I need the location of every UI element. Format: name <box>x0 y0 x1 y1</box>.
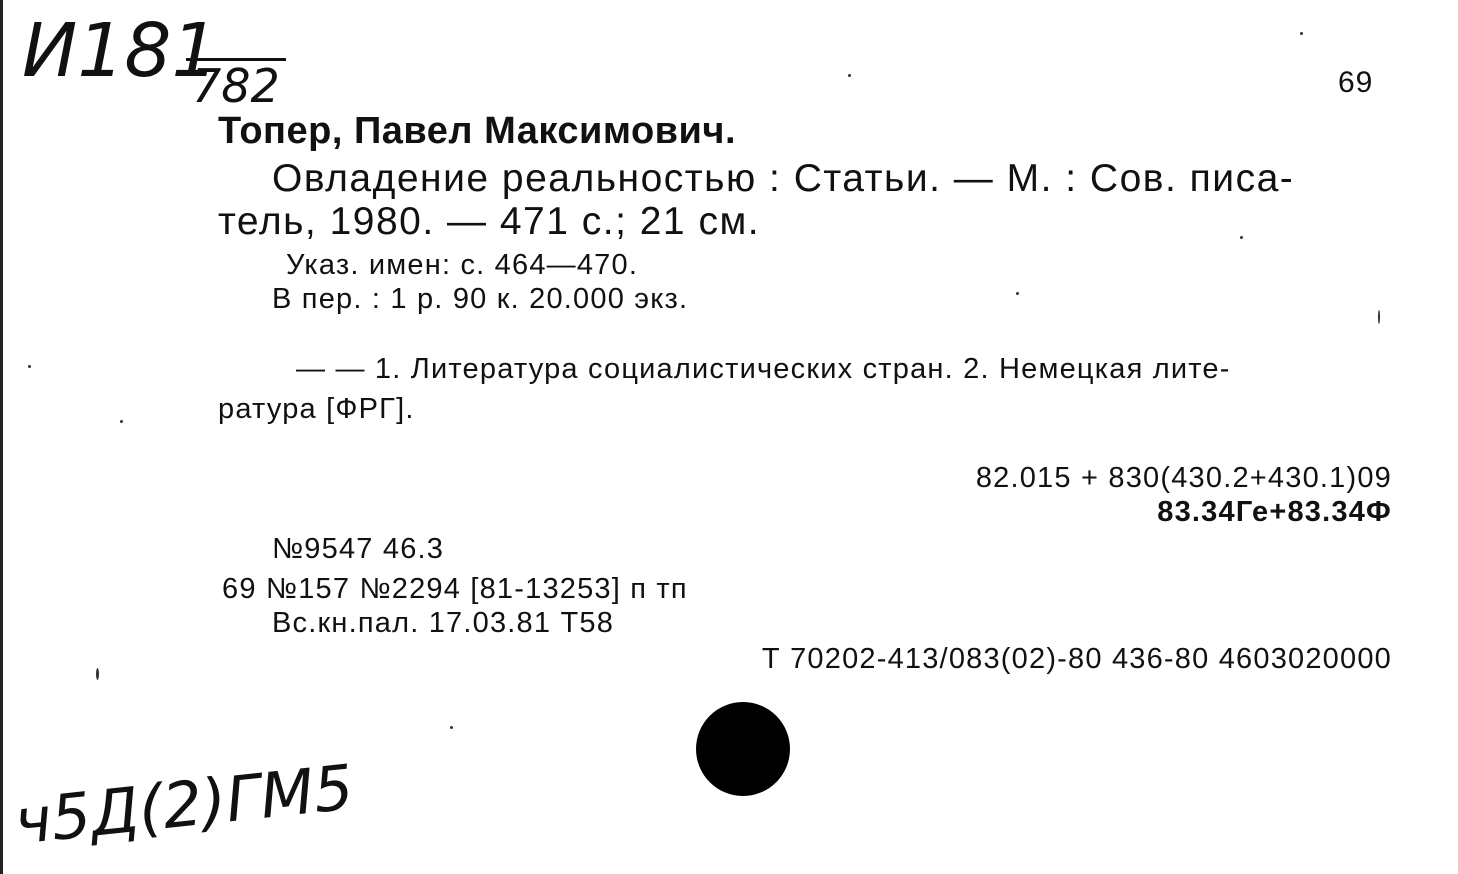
title-line-1: Овладение реальностью : Статьи. — М. : Сов. писа- <box>272 157 1295 200</box>
classification-line-2: 83.34Ге+83.34Ф <box>1157 496 1392 528</box>
scan-speck <box>848 74 851 77</box>
handwritten-call-number: И181 <box>22 8 219 94</box>
author-heading: Топер, Павел Максимович. <box>218 110 737 152</box>
scan-speck <box>28 365 31 368</box>
scan-speck <box>120 420 123 423</box>
handwritten-shelf-mark: ч5Д(2)ГМ5 <box>11 750 357 859</box>
scan-speck <box>1378 310 1380 324</box>
tech-line-3: Вс.кн.пал. 17.03.81 Т58 <box>272 607 615 639</box>
tech-line-1: №9547 46.3 <box>272 533 445 565</box>
scan-speck <box>1016 292 1019 295</box>
title-line-2: тель, 1980. — 471 с.; 21 см. <box>218 200 761 243</box>
scan-speck <box>1300 32 1303 35</box>
card-punch-hole <box>696 702 790 796</box>
index-note: Указ. имен: с. 464—470. <box>286 249 639 281</box>
tech-line-2: 69 №157 №2294 [81-13253] п тп <box>222 573 688 605</box>
price-note: В пер. : 1 р. 90 к. 20.000 экз. <box>272 283 689 315</box>
subjects-line-1: — — 1. Литература социалистических стран. 2. Немецкая лите- <box>296 353 1231 385</box>
tech-line-4: Т 70202-413/083(02)-80 436-80 4603020000 <box>761 643 1392 675</box>
card-number: 69 <box>1338 66 1374 99</box>
scan-speck <box>1240 236 1243 239</box>
subjects-line-2: ратура [ФРГ]. <box>218 393 415 425</box>
card-left-edge <box>0 0 3 874</box>
handwritten-call-suffix: 782 <box>186 58 286 111</box>
classification-line-1: 82.015 + 830(430.2+430.1)09 <box>975 462 1392 494</box>
scan-speck <box>96 668 99 680</box>
scan-speck <box>450 726 453 729</box>
